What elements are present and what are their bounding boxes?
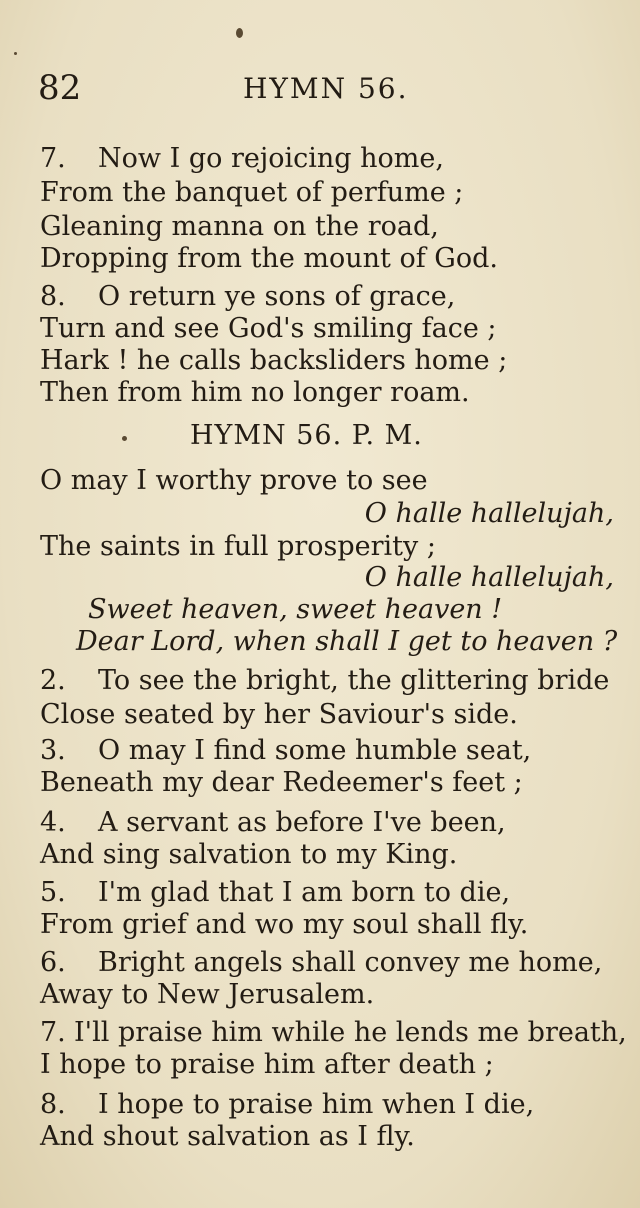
verse-line: 2. To see the bright, the glittering bride: [40, 665, 610, 696]
verse-number: 2.: [40, 665, 66, 696]
verse-number: 4.: [40, 807, 66, 838]
verse-line: From grief and wo my soul shall fly.: [40, 909, 529, 940]
verse-line: From the banquet of perfume ;: [40, 177, 464, 208]
verse-line: The saints in full prosperity ;: [40, 531, 436, 562]
verse-line: 7. I'll praise him while he lends me breath,: [40, 1017, 627, 1048]
verse-line: 4. A servant as before I've been,: [40, 807, 506, 838]
verse-number: 3.: [40, 735, 66, 766]
verse-number: 7.: [40, 1017, 66, 1048]
ink-speck-icon: [122, 436, 127, 441]
verse-number: 8.: [40, 281, 66, 312]
verse-number: 6.: [40, 947, 66, 978]
verse-line: 6. Bright angels shall convey me home,: [40, 947, 603, 978]
verse-line: 8. O return ye sons of grace,: [40, 281, 456, 312]
refrain-line: O halle hallelujah,: [364, 562, 614, 593]
verse-line: And sing salvation to my King.: [40, 839, 458, 870]
verse-line: O may I worthy prove to see: [40, 465, 428, 496]
verse-line: And shout salvation as I fly.: [40, 1121, 415, 1152]
refrain-line: O halle hallelujah,: [364, 498, 614, 529]
page-number: 82: [38, 68, 82, 108]
verse-line: Gleaning manna on the road,: [40, 211, 439, 242]
ink-speck-icon: [236, 28, 243, 38]
ink-speck-icon: [14, 52, 17, 55]
verse-number: 8.: [40, 1089, 66, 1120]
page-header: [38, 68, 618, 118]
verse-line: Then from him no longer roam.: [40, 377, 470, 408]
verse-number: 7.: [40, 143, 66, 174]
verse-number: 5.: [40, 877, 66, 908]
verse-line: I hope to praise him after death ;: [40, 1049, 494, 1080]
hymn-title: HYMN 56. P. M.: [190, 420, 423, 451]
verse-line: Hark ! he calls backsliders home ;: [40, 345, 508, 376]
verse-line: 8. I hope to praise him when I die,: [40, 1089, 535, 1120]
verse-line: 3. O may I find some humble seat,: [40, 735, 532, 766]
chorus-line: Sweet heaven, sweet heaven !: [88, 594, 503, 625]
verse-line: 7. Now I go rejoicing home,: [40, 143, 444, 174]
verse-line: Turn and see God's smiling face ;: [40, 313, 497, 344]
verse-line: Beneath my dear Redeemer's feet ;: [40, 767, 523, 798]
chorus-line: Dear Lord, when shall I get to heaven ?: [76, 626, 618, 657]
verse-line: Away to New Jerusalem.: [40, 979, 375, 1010]
verse-line: 5. I'm glad that I am born to die,: [40, 877, 511, 908]
running-head: HYMN 56.: [243, 72, 409, 105]
verse-line: Dropping from the mount of God.: [40, 243, 498, 274]
verse-line: Close seated by her Saviour's side.: [40, 699, 518, 730]
